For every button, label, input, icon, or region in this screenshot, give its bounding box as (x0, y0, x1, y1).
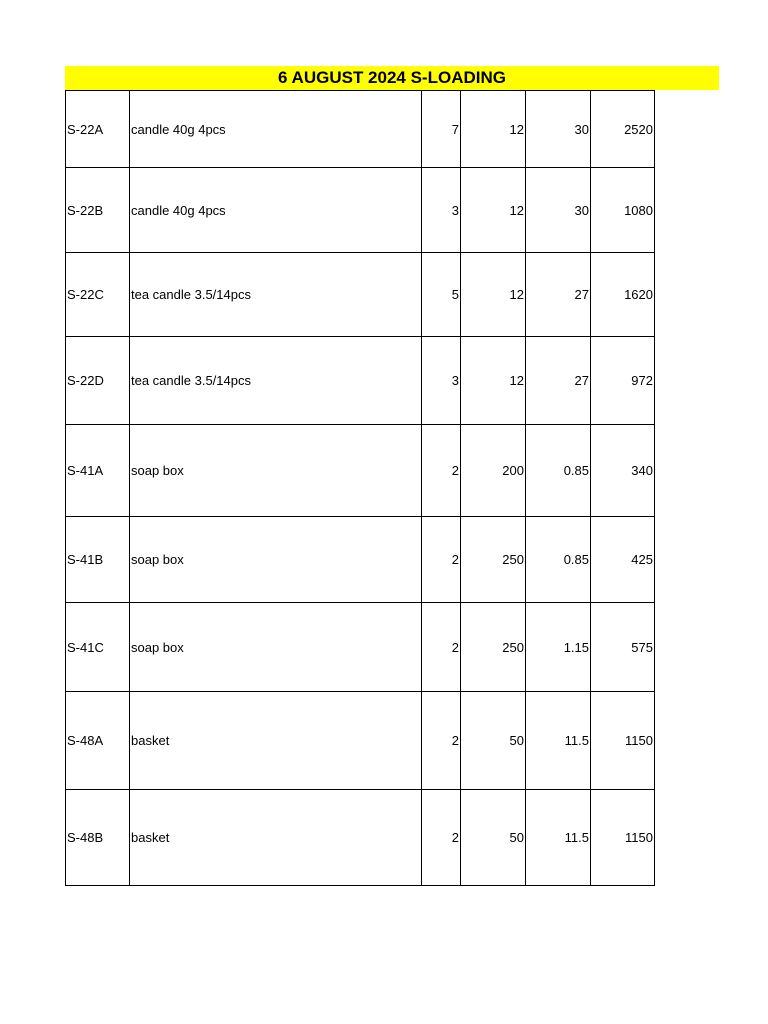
quantity-cell[interactable]: 2 (422, 517, 461, 603)
unit-price-cell[interactable]: 1.15 (526, 603, 591, 692)
table-row (66, 517, 655, 603)
total-cell[interactable]: 340 (591, 425, 655, 517)
item-code-cell[interactable]: S-48A (66, 692, 130, 790)
unit-price-cell[interactable]: 11.5 (526, 790, 591, 886)
item-code-cell[interactable]: S-22B (66, 168, 130, 253)
table-row (66, 168, 655, 253)
total-cell[interactable]: 575 (591, 603, 655, 692)
quantity-cell[interactable]: 3 (422, 168, 461, 253)
item-description-cell[interactable]: soap box (130, 603, 422, 692)
pack-size-cell[interactable]: 12 (461, 168, 526, 253)
pack-size-cell[interactable]: 200 (461, 425, 526, 517)
pack-size-cell[interactable]: 250 (461, 517, 526, 603)
sheet-title: 6 AUGUST 2024 S-LOADING (65, 66, 719, 90)
table-row (66, 790, 655, 886)
item-description-cell[interactable]: candle 40g 4pcs (130, 168, 422, 253)
item-description-cell[interactable]: soap box (130, 425, 422, 517)
pack-size-cell[interactable]: 50 (461, 692, 526, 790)
item-description-cell[interactable]: basket (130, 692, 422, 790)
table-row (66, 425, 655, 517)
total-cell[interactable]: 1620 (591, 253, 655, 337)
unit-price-cell[interactable]: 27 (526, 337, 591, 425)
item-code-cell[interactable]: S-41B (66, 517, 130, 603)
item-description-cell[interactable]: soap box (130, 517, 422, 603)
total-cell[interactable]: 2520 (591, 91, 655, 168)
item-code-cell[interactable]: S-22C (66, 253, 130, 337)
unit-price-cell[interactable]: 27 (526, 253, 591, 337)
table-row (66, 91, 655, 168)
pack-size-cell[interactable]: 12 (461, 253, 526, 337)
item-description-cell[interactable]: basket (130, 790, 422, 886)
unit-price-cell[interactable]: 11.5 (526, 692, 591, 790)
item-description-cell[interactable]: tea candle 3.5/14pcs (130, 253, 422, 337)
pack-size-cell[interactable]: 12 (461, 337, 526, 425)
item-code-cell[interactable]: S-41C (66, 603, 130, 692)
table-row (66, 692, 655, 790)
item-code-cell[interactable]: S-22A (66, 91, 130, 168)
quantity-cell[interactable]: 2 (422, 425, 461, 517)
quantity-cell[interactable]: 5 (422, 253, 461, 337)
quantity-cell[interactable]: 2 (422, 790, 461, 886)
quantity-cell[interactable]: 7 (422, 91, 461, 168)
item-code-cell[interactable]: S-22D (66, 337, 130, 425)
quantity-cell[interactable]: 2 (422, 692, 461, 790)
unit-price-cell[interactable]: 30 (526, 168, 591, 253)
total-cell[interactable]: 1150 (591, 790, 655, 886)
pack-size-cell[interactable]: 250 (461, 603, 526, 692)
loading-table (65, 90, 655, 886)
item-code-cell[interactable]: S-41A (66, 425, 130, 517)
item-description-cell[interactable]: candle 40g 4pcs (130, 91, 422, 168)
total-cell[interactable]: 1080 (591, 168, 655, 253)
table-row (66, 253, 655, 337)
table-row (66, 603, 655, 692)
quantity-cell[interactable]: 3 (422, 337, 461, 425)
total-cell[interactable]: 425 (591, 517, 655, 603)
pack-size-cell[interactable]: 50 (461, 790, 526, 886)
table-row (66, 337, 655, 425)
total-cell[interactable]: 1150 (591, 692, 655, 790)
quantity-cell[interactable]: 2 (422, 603, 461, 692)
unit-price-cell[interactable]: 30 (526, 91, 591, 168)
item-code-cell[interactable]: S-48B (66, 790, 130, 886)
unit-price-cell[interactable]: 0.85 (526, 425, 591, 517)
total-cell[interactable]: 972 (591, 337, 655, 425)
pack-size-cell[interactable]: 12 (461, 91, 526, 168)
unit-price-cell[interactable]: 0.85 (526, 517, 591, 603)
item-description-cell[interactable]: tea candle 3.5/14pcs (130, 337, 422, 425)
